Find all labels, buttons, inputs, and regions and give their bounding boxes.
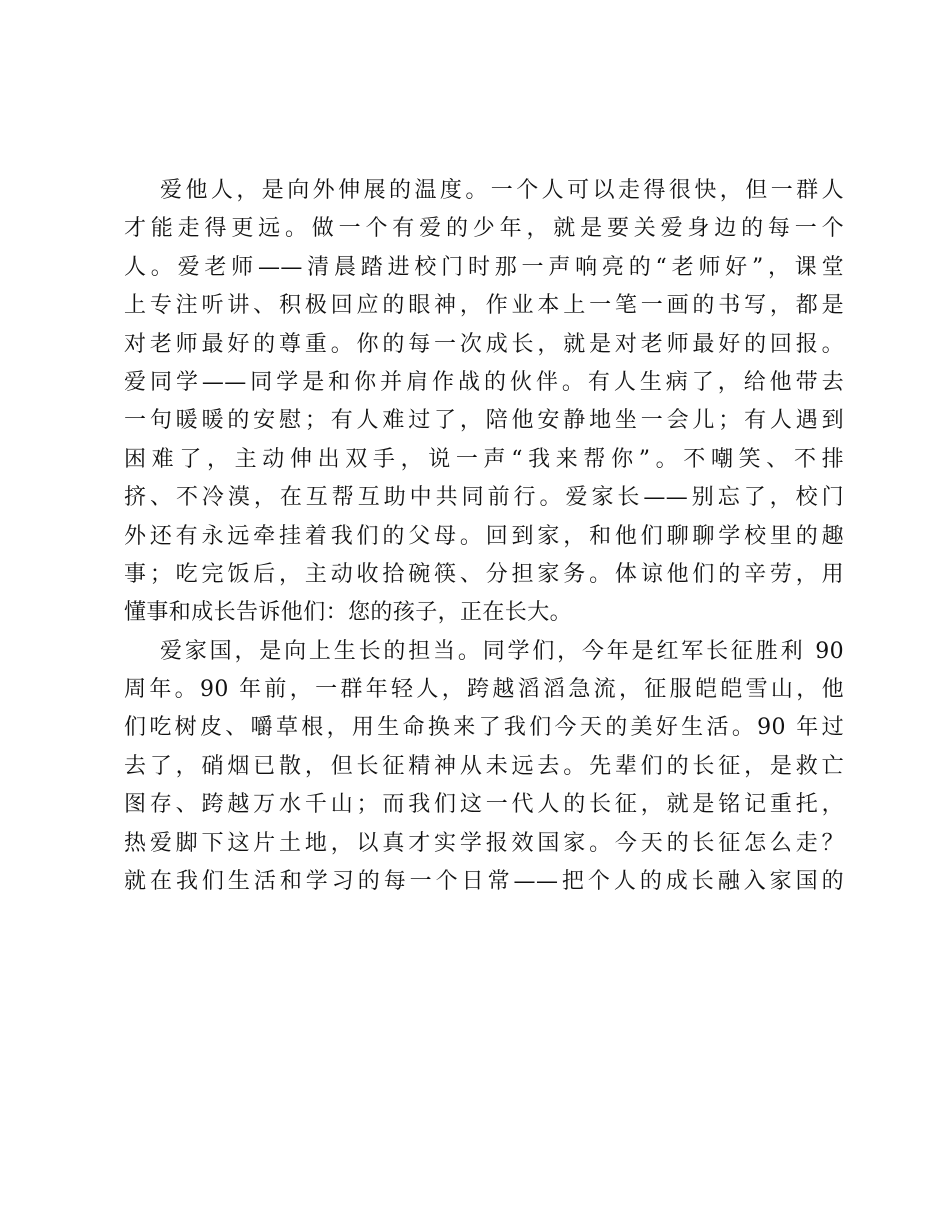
- text-line: 困难了，主动伸出双手，说一声“我来帮你”。不嘲笑、不排: [124, 446, 844, 472]
- text-line: 周年。90 年前，一群年轻人，跨越滔滔急流，征服皑皑雪山，他: [124, 677, 844, 703]
- text-line: 们吃树皮、嚼草根，用生命换来了我们今天的美好生活。90 年过: [124, 715, 844, 741]
- document-body: [124, 172, 844, 901]
- text-line: 外还有永远牵挂着我们的父母。回到家，和他们聊聊学校里的趣: [124, 523, 844, 549]
- text-line: 爱他人，是向外伸展的温度。一个人可以走得很快，但一群人: [160, 178, 844, 203]
- text-line: 挤、不冷漠，在互帮互助中共同前行。爱家长——别忘了，校门: [124, 485, 844, 511]
- text-line: 就在我们生活和学习的每一个日常——把个人的成长融入家国的: [124, 869, 844, 895]
- text-line: 人。爱老师——清晨踏进校门时那一声响亮的“老师好”，课堂: [124, 254, 844, 280]
- text-line: 才能走得更远。做一个有爱的少年，就是要关爱身边的每一个: [124, 216, 844, 242]
- paragraph-love-others: [124, 172, 844, 633]
- text-line: 事；吃完饭后，主动收拾碗筷、分担家务。体谅他们的辛劳，用: [124, 561, 844, 587]
- text-line: 一句暖暖的安慰；有人难过了，陪他安静地坐一会儿；有人遇到: [124, 408, 844, 434]
- text-line: 图存、跨越万水千山；而我们这一代人的长征，就是铭记重托，: [124, 792, 844, 818]
- text-line: 爱家国，是向上生长的担当。同学们，今年是红军长征胜利 90: [160, 638, 844, 664]
- text-line: 懂事和成长告诉他们：您的孩子，正在长大。: [124, 600, 573, 626]
- paragraph-love-country: [124, 633, 844, 902]
- text-line: 上专注听讲、积极回应的眼神，作业本上一笔一画的书写，都是: [124, 293, 844, 319]
- text-line: 去了，硝烟已散，但长征精神从未远去。先辈们的长征，是救亡: [124, 753, 844, 779]
- text-line: 热爱脚下这片土地，以真才实学报效国家。今天的长征怎么走？: [124, 830, 844, 856]
- text-line: 对老师最好的尊重。你的每一次成长，就是对老师最好的回报。: [124, 331, 844, 357]
- text-line: 爱同学——同学是和你并肩作战的伙伴。有人生病了，给他带去: [124, 369, 844, 395]
